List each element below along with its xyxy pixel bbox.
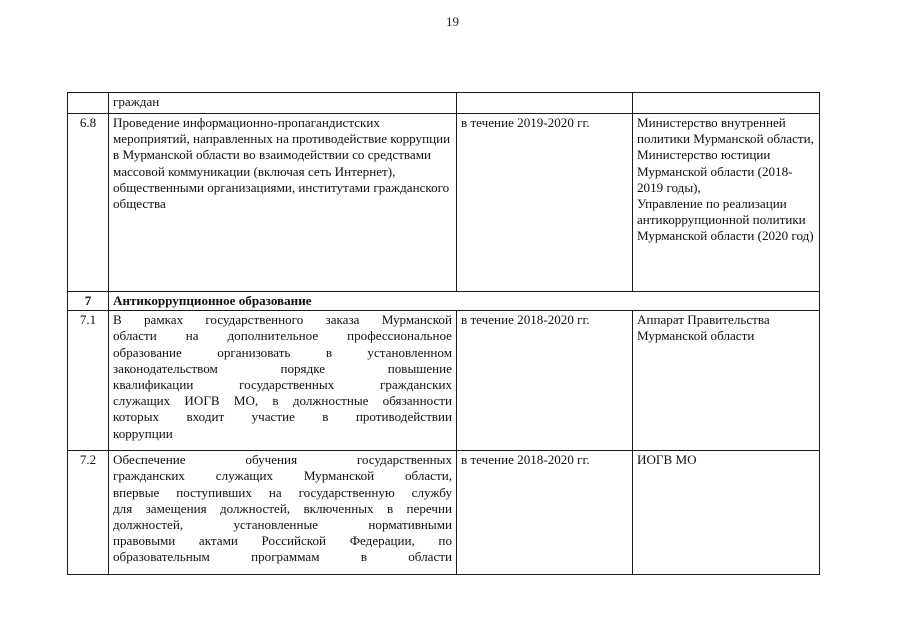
event-cell: Проведение информационно-пропагандистских мероприятий, направленных на противодействие коррупции в Мурманской области во взаимодействии со средствами массовой коммуникации (включая сеть Интернет), общественными организациями, институтами гражданского общества	[109, 114, 457, 292]
section-title: Антикоррупционное образование	[109, 292, 820, 311]
term-cell: в течение 2018-2020 гг.	[457, 311, 633, 451]
event-line: Обеспечение обучения государственных	[113, 452, 452, 468]
term-cell: в течение 2018-2020 гг.	[457, 451, 633, 575]
row-number-cell: 6.8	[68, 114, 109, 292]
event-line: которых входит участие в противодействии	[113, 409, 452, 425]
event-line: коррупции	[113, 425, 173, 441]
executor-cell	[633, 114, 820, 292]
event-line: служащих ИОГВ МО, в должностные обязанности	[113, 393, 452, 409]
term-cell	[457, 93, 633, 114]
executor-cell: Аппарат Правительства Мурманской области	[633, 311, 820, 451]
table-row	[68, 451, 820, 575]
event-line: квалификации государственных гражданских	[113, 377, 452, 393]
event-line: для замещения должностей, включенных в перечни	[113, 500, 452, 516]
term-cell: в течение 2019-2020 гг.	[457, 114, 633, 292]
executor-item: Министерство внутренней политики Мурманской области,	[637, 115, 814, 147]
event-line: области на дополнительное профессиональное	[113, 328, 452, 344]
event-cell	[109, 311, 457, 451]
event-line: образование организовать в установленном	[113, 344, 452, 360]
table-row	[68, 93, 820, 114]
event-cell: граждан	[109, 93, 457, 114]
row-number-cell: 7.2	[68, 451, 109, 575]
section-number: 7	[68, 292, 109, 311]
anti-corruption-plan-table	[67, 92, 820, 575]
row-number-cell	[68, 93, 109, 114]
row-number-cell: 7.1	[68, 311, 109, 451]
event-cell	[109, 451, 457, 575]
table-row	[68, 114, 820, 292]
executor-cell	[633, 93, 820, 114]
event-line: гражданских служащих Мурманской области,	[113, 468, 452, 484]
event-line: образовательным программам в области	[113, 549, 452, 565]
table-row	[68, 311, 820, 451]
executor-item: Министерство юстиции Мурманской области (2018-2019 годы),	[637, 147, 793, 195]
event-line: В рамках государственного заказа Мурманской	[113, 312, 452, 328]
event-line: впервые поступивших на государственную службу	[113, 484, 452, 500]
executor-item: Управление по реализации антикоррупционной политики Мурманской области (2020 год)	[637, 196, 814, 244]
executor-cell: ИОГВ МО	[633, 451, 820, 575]
section-row	[68, 292, 820, 311]
event-line: законодательством порядке повышение	[113, 360, 452, 376]
page-number: 19	[446, 14, 459, 29]
event-line: правовыми актами Российской Федерации, по	[113, 533, 452, 549]
event-line: должностей, установленные нормативными	[113, 517, 452, 533]
